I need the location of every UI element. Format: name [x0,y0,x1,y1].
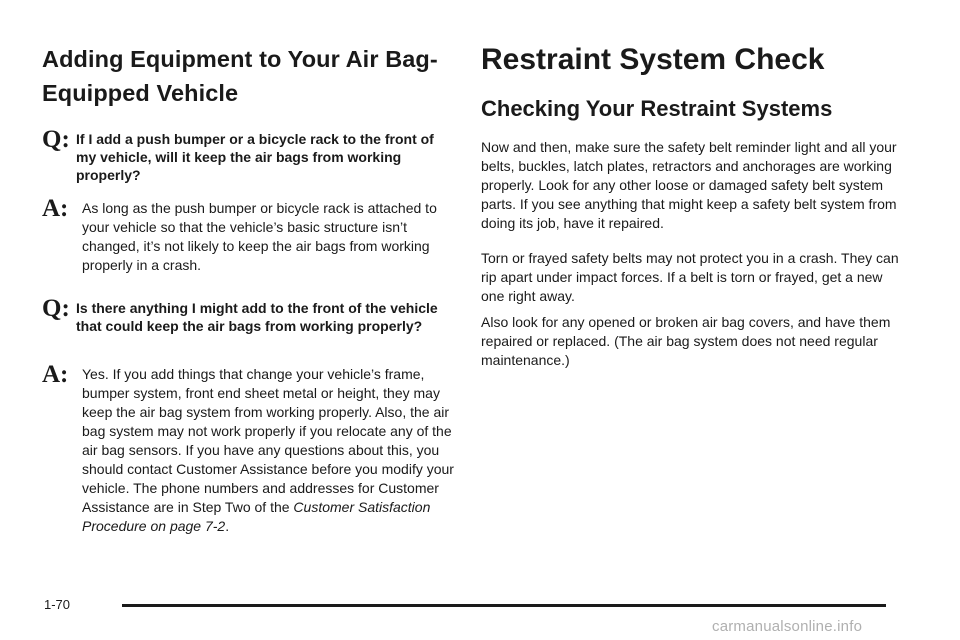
answer-2 [42,361,454,536]
q-mark: Q: [42,126,70,153]
subheading-checking-restraints: Checking Your Restraint Systems [481,96,833,121]
a-mark: A: [42,195,69,222]
answer-2-end: . [225,518,230,534]
answer-2-body: Yes. If you add things that change your vehicle’s frame, bumper system, front end sheet metal or height, they may keep the air bag system from working properly. Also, the air bag system may not work properly if you relocate any of the air bag sensors. If you have any questions about this, you should contact Customer Assistance before you modify your vehicle. The phone numbers and addresses for Customer Assistance are in Step Two of the [82,366,454,515]
section-heading-restraint-check: Restraint System Check [481,43,825,76]
paragraph-1: Now and then, make sure the safety belt reminder light and all your belts, buckles, latch plates, retractors and anchorages are working properly. Look for any other loose or damaged safety belt system parts. If you see anything that might keep a safety belt system from doing its job, have it repaired. [481,139,897,231]
question-2-text: Is there anything I might add to the front of the vehicle that could keep the air bags from working properly? [76,300,438,334]
question-1-text: If I add a push bumper or a bicycle rack to the front of my vehicle, will it keep the air bags from working properly? [76,131,434,183]
paragraph-3: Also look for any opened or broken air bag covers, and have them repaired or replaced. (The air bag system does not need regular maintenance.) [481,314,891,368]
answer-2-text [82,365,454,536]
page-number: 1-70 [44,597,71,612]
answer-1-text: As long as the push bumper or bicycle rack is attached to your vehicle so that the vehicle’s basic structure isn’t changed, it’s not likely to keep the air bags from working properly in a crash. [82,200,437,273]
page-reference-link[interactable]: Customer Satisfaction Procedure on page 7-2 [82,499,431,534]
question-2 [42,295,454,335]
a-mark: A: [42,361,69,388]
answer-1 [42,195,454,275]
watermark: carmanualsonline.info [712,618,863,635]
footer-rule [122,604,886,607]
paragraph-2: Torn or frayed safety belts may not protect you in a crash. They can rip apart under impact forces. If a belt is torn or frayed, get a new one right away. [481,250,899,304]
q-mark: Q: [42,295,70,322]
section-heading-adding-equipment: Adding Equipment to Your Air Bag-Equipped Vehicle [42,46,438,106]
question-1 [42,126,454,184]
